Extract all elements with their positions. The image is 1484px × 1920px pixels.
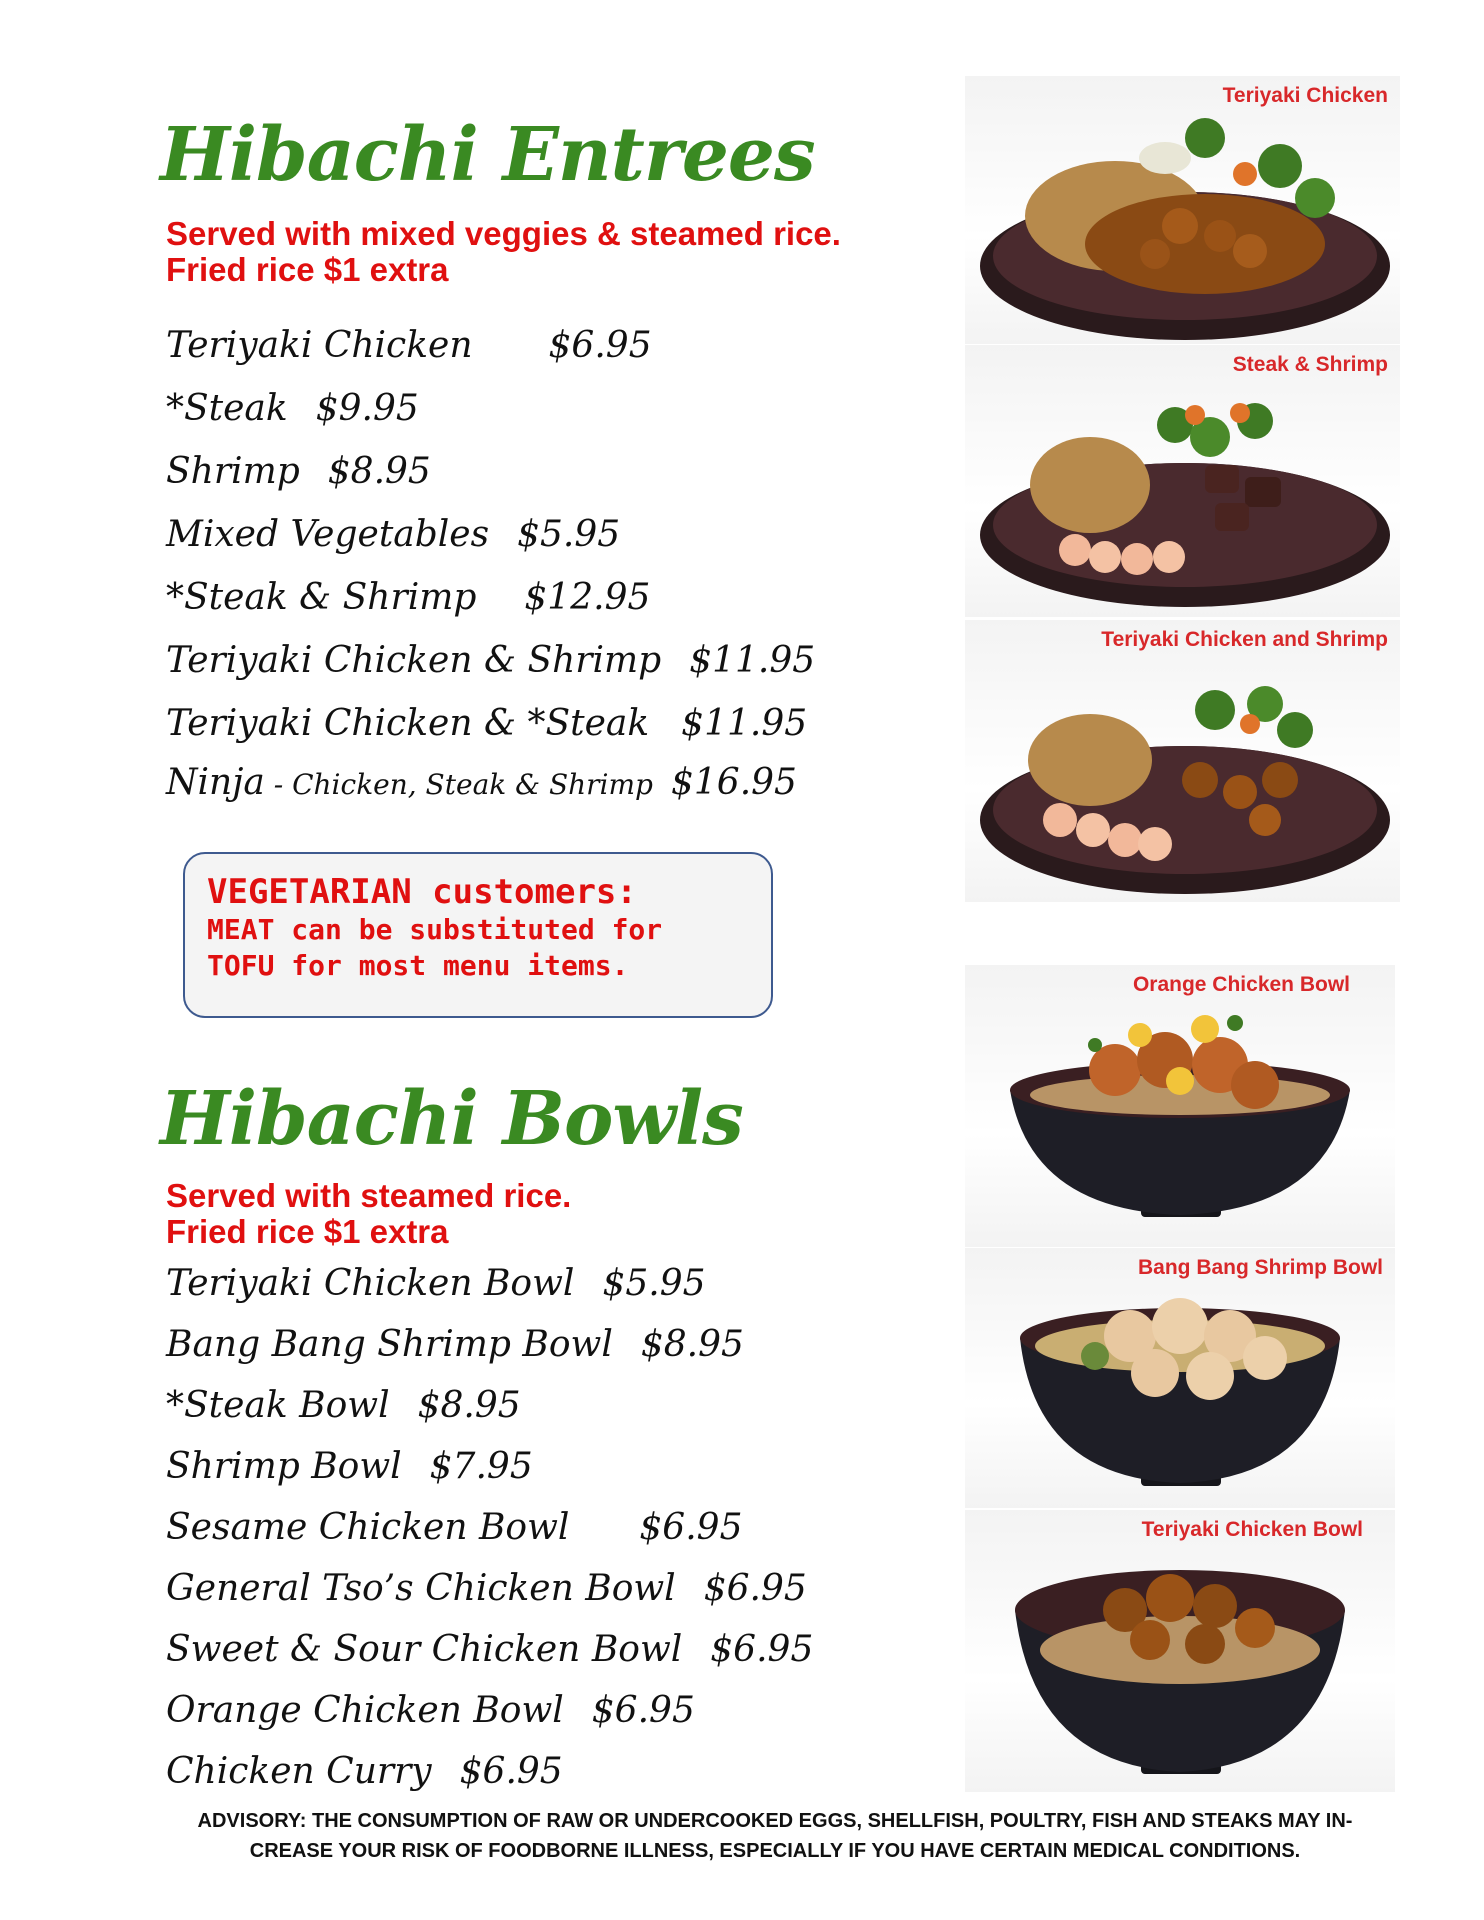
item-price: $11.95 (689, 640, 816, 681)
bowls-subtitle-line2: Fried rice $1 extra (166, 1213, 449, 1250)
item-price: $5.95 (602, 1263, 706, 1304)
menu-item-bowl (166, 1507, 743, 1548)
item-price: $6.95 (639, 1507, 743, 1548)
item-name: *Steak Bowl (166, 1385, 390, 1426)
plate-illustration (965, 345, 1400, 617)
item-price: $8.95 (640, 1324, 744, 1365)
item-name: Teriyaki Chicken & *Steak (166, 703, 650, 744)
item-name: Bang Bang Shrimp Bowl (166, 1324, 613, 1365)
menu-item-entree (166, 640, 816, 681)
item-price: $5.95 (517, 514, 621, 555)
item-name: Teriyaki Chicken & Shrimp (166, 640, 662, 681)
item-price: $9.95 (315, 388, 419, 429)
photo-label: Teriyaki Chicken Bowl (1141, 1518, 1363, 1541)
menu-item-bowl (166, 1324, 744, 1365)
photo-bang-bang-shrimp-bowl (965, 1248, 1395, 1508)
plate-illustration (965, 76, 1400, 344)
photo-teriyaki-chicken-shrimp-plate (965, 620, 1400, 902)
advisory-notice (160, 1806, 1390, 1866)
menu-item-bowl (166, 1690, 695, 1731)
item-name: Teriyaki Chicken (166, 325, 473, 366)
bowl-illustration (965, 965, 1395, 1247)
menu-item-entree (166, 703, 808, 744)
menu-item-entree (166, 388, 419, 429)
menu-item-entree (166, 762, 797, 803)
menu-item-bowl (166, 1385, 521, 1426)
item-name: Orange Chicken Bowl (166, 1690, 564, 1731)
plate-illustration (965, 620, 1400, 902)
menu-item-entree (166, 325, 652, 366)
entrees-subtitle-line2: Fried rice $1 extra (166, 251, 449, 288)
item-name: Ninja (166, 762, 265, 803)
item-price: $12.95 (524, 577, 651, 618)
item-name: Teriyaki Chicken Bowl (166, 1263, 575, 1304)
entrees-heading: Hibachi Entrees (160, 112, 815, 198)
item-name: *Steak & Shrimp (166, 577, 477, 618)
vegetarian-note-line: TOFU for most menu items. (207, 949, 629, 982)
menu-item-bowl (166, 1568, 807, 1609)
item-name: Chicken Curry (166, 1751, 432, 1792)
vegetarian-note-line: MEAT can be substituted for (207, 913, 663, 946)
photo-teriyaki-chicken-bowl (965, 1510, 1395, 1792)
item-price: $8.95 (327, 451, 431, 492)
item-price: $6.95 (591, 1690, 695, 1731)
photo-teriyaki-chicken-plate (965, 76, 1400, 344)
item-description: Chicken, Steak & Shrimp (292, 768, 653, 801)
photo-label: Bang Bang Shrimp Bowl (1137, 1256, 1383, 1279)
item-name: Mixed Vegetables (166, 514, 490, 555)
bowl-illustration (965, 1510, 1395, 1792)
advisory-line: CREASE YOUR RISK OF FOODBORNE ILLNESS, ESPECIALLY IF YOU HAVE CERTAIN MEDICAL CONDITIONS. (249, 1840, 1301, 1862)
item-price: $8.95 (417, 1385, 521, 1426)
entrees-subtitle (166, 216, 841, 288)
bowl-illustration (965, 1248, 1395, 1508)
item-name: *Steak (166, 388, 288, 429)
menu-item-entree (166, 451, 431, 492)
bowls-heading: Hibachi Bowls (160, 1076, 743, 1162)
item-price: $11.95 (681, 703, 808, 744)
item-name: Shrimp Bowl (166, 1446, 402, 1487)
item-price: $16.95 (670, 762, 797, 803)
photo-label: Orange Chicken Bowl (1132, 973, 1350, 996)
photo-steak-shrimp-plate (965, 345, 1400, 617)
photo-label: Teriyaki Chicken and Shrimp (1101, 628, 1388, 651)
menu-item-bowl (166, 1446, 533, 1487)
entrees-subtitle-line1: Served with mixed veggies & steamed rice. (166, 215, 841, 252)
item-price: $6.95 (548, 325, 652, 366)
item-name: Shrimp (166, 451, 300, 492)
menu-item-entree (166, 514, 621, 555)
menu-item-entree (166, 577, 651, 618)
item-name: Sweet & Sour Chicken Bowl (166, 1629, 683, 1670)
bowls-subtitle-line1: Served with steamed rice. (166, 1177, 572, 1214)
item-price: $6.95 (459, 1751, 563, 1792)
photo-label: Steak & Shrimp (1232, 353, 1388, 376)
item-price: $6.95 (710, 1629, 814, 1670)
advisory-line: ADVISORY: THE CONSUMPTION OF RAW OR UNDERCOOKED EGGS, SHELLFISH, POULTRY, FISH AND STEAKS MAY IN- (197, 1810, 1353, 1832)
item-price: $6.95 (703, 1568, 807, 1609)
vegetarian-note-title: VEGETARIAN customers: (207, 872, 637, 912)
bowls-subtitle (166, 1178, 571, 1250)
menu-item-bowl (166, 1263, 706, 1304)
item-separator: - (264, 768, 293, 801)
photo-label: Teriyaki Chicken (1222, 84, 1388, 107)
photo-orange-chicken-bowl (965, 965, 1395, 1247)
item-name: General Tso’s Chicken Bowl (166, 1568, 676, 1609)
menu-item-bowl (166, 1629, 814, 1670)
item-price: $7.95 (429, 1446, 533, 1487)
menu-item-bowl (166, 1751, 563, 1792)
vegetarian-note-box (183, 852, 773, 1018)
item-name: Sesame Chicken Bowl (166, 1507, 570, 1548)
